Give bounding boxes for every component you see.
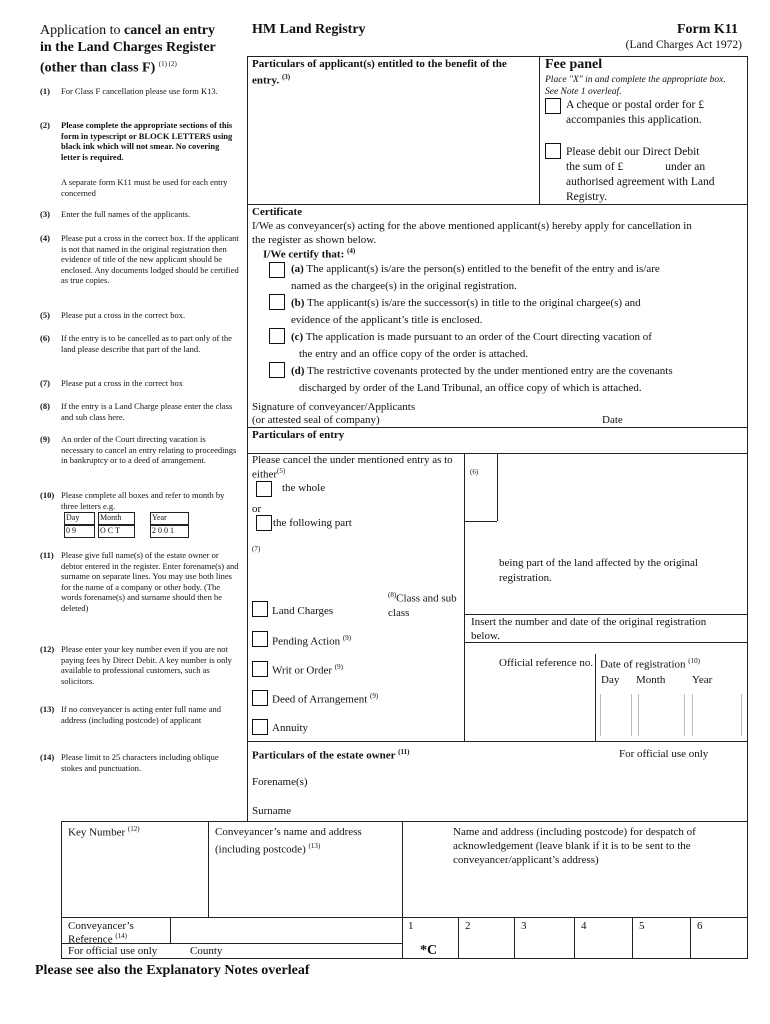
writ-order-checkbox[interactable] (252, 661, 268, 677)
box-num-3: 3 (521, 920, 527, 932)
certify-b-line1 (291, 297, 641, 309)
or-label: or (252, 503, 262, 515)
certificate-title: Certificate (252, 206, 303, 218)
title-bold: cancel an entry (124, 23, 215, 38)
estate-owner-title (252, 748, 409, 762)
reg-month-label: Month (636, 674, 666, 686)
whole-checkbox[interactable] (256, 481, 272, 497)
note-1 (40, 86, 240, 97)
note-num: (9) (40, 434, 50, 444)
certify-a-text: The applicant(s) is/are the person(s) entitled to the benefit of the entry and is/are (303, 263, 660, 275)
box-num-2: 2 (465, 920, 471, 932)
note-5 (40, 310, 240, 321)
day-cells (600, 694, 632, 736)
dispatch-label: Name and address (including postcode) for despatch of acknowledgement (leave blank if it is to be sent to the conveyancer/applicant’s address) (453, 826, 696, 866)
signature-sublabel: (or attested seal of company) (252, 414, 380, 426)
note-text: If the entry is to be cancelled as to part only of the land please describe that part of the land. (61, 333, 232, 354)
conv-ref-label2 (68, 932, 127, 946)
estate-official-use: For official use only (619, 748, 709, 760)
da-sup: (9) (370, 692, 379, 700)
certify-d-text: The restrictive covenants protected by the under mentioned entry are the covenants (304, 365, 673, 377)
conv-ref-field[interactable] (174, 920, 398, 940)
annuity-checkbox[interactable] (252, 719, 268, 735)
note-text: For Class F cancellation please use form K13. (61, 86, 218, 96)
applicant-sup: (3) (281, 73, 291, 81)
note-text: Please limit to 25 characters including oblique stokes and punctuation. (61, 752, 219, 773)
note-7 (40, 378, 240, 389)
certify-a-label: (a) (291, 263, 304, 275)
note-num: (13) (40, 704, 55, 714)
surname-label: Surname (252, 805, 292, 817)
fee-direct-debit-checkbox[interactable] (545, 143, 561, 159)
note-text: Please give full name(s) of the estate owner or debtor entered in the register. Enter forename(s) and surname on separate lines. You may use both lines for the name of a company or other body. (The words forename(s) and surname should then be deleted) (61, 550, 239, 613)
official-use-bottom: For official use only (68, 945, 158, 957)
class-sup: (8) (388, 591, 397, 599)
either-sup: (5) (277, 467, 286, 475)
note-num: (11) (40, 550, 54, 560)
example-month-value: O C T (98, 525, 135, 538)
note-text: An order of the Court directing vacation is necessary to cancel an entry relating to proceedings in bankruptcy or to a deed of arrangement. (61, 434, 237, 465)
fee-cheque-checkbox[interactable] (545, 98, 561, 114)
box-num-1: 1 (408, 920, 414, 932)
footer-note: Please see also the Explanatory Notes overleaf (35, 963, 310, 978)
box-num-6: 6 (697, 920, 703, 932)
note-num: (1) (40, 86, 50, 96)
reg-date-field[interactable] (600, 694, 742, 736)
conveyancer-field[interactable] (213, 856, 398, 914)
class-text: Class and sub class (388, 592, 457, 619)
official-ref-label: Official reference no. (499, 657, 594, 669)
example-day-value: 0 9 (64, 525, 95, 538)
entry-title: Particulars of entry (252, 429, 345, 441)
datereg-text: Date of registration (600, 658, 686, 671)
note-extra: A separate form K11 must be used for each entry concerned (61, 177, 228, 198)
certify-sup: (4) (347, 247, 356, 255)
note-text: If no conveyancer is acting enter full name and address (including postcode) of applicant (61, 704, 222, 725)
key-number-label (68, 825, 140, 839)
part-description-field[interactable] (500, 456, 744, 552)
annuity-label: Annuity (272, 722, 309, 734)
note-13 (40, 704, 240, 725)
pending-action-checkbox[interactable] (252, 631, 268, 647)
note-num: (2) (40, 120, 50, 130)
applicant-heading (252, 58, 536, 88)
conv-sup: (13) (308, 842, 321, 850)
certify-d-checkbox[interactable] (269, 362, 285, 378)
deed-arrangement-checkbox[interactable] (252, 690, 268, 706)
dd-line2a: the sum of £ (566, 161, 624, 173)
class-label (388, 588, 458, 620)
certify-d-line2: discharged by order of the Land Tribunal, an office copy of which is attached. (299, 382, 642, 394)
certify-b-checkbox[interactable] (269, 294, 285, 310)
reg-year-label: Year (692, 674, 713, 686)
act-reference: (Land Charges Act 1972) (625, 39, 742, 51)
note-num: (5) (40, 310, 50, 320)
certificate-intro: I/We as conveyancer(s) acting for the above mentioned applicant(s) hereby apply for cancellation in the register as shown below. (252, 220, 692, 246)
box-num-5: 5 (639, 920, 645, 932)
dispatch-field[interactable] (408, 870, 743, 914)
certify-text: I/We certify that: (263, 248, 345, 261)
note-num: (10) (40, 490, 55, 500)
entry-cancel-text: Please cancel the under mentioned entry as to (252, 454, 453, 466)
forenames-label: Forename(s) (252, 776, 308, 788)
part-label: the following part (273, 517, 352, 529)
note-text: Enter the full names of the applicants. (61, 209, 191, 219)
certify-c-text: The application is made pursuant to an order of the Court directing vacation of (303, 331, 652, 343)
certify-b-label: (b) (291, 297, 305, 309)
county-label: County (190, 945, 223, 957)
conv-text: Conveyancer’s name and address (including postcode) (215, 826, 362, 856)
key-sup: (12) (127, 825, 140, 833)
note-10 (40, 490, 240, 540)
code-mark: *C (420, 943, 438, 958)
pa-text: Pending Action (272, 635, 341, 648)
example-year-box: Year (150, 512, 189, 525)
title-line3: (other than class F) (40, 60, 156, 76)
note-text: Please put a cross in the correct box (61, 378, 184, 388)
date-label: Date (602, 414, 623, 426)
note-text: Please enter your key number even if you are not paying fees by Direct Debit. A key number is only available to professional customers, such as solicitors. (61, 644, 232, 686)
note-num: (8) (40, 401, 50, 411)
note-num: (3) (40, 209, 50, 219)
note-4 (40, 233, 240, 286)
certify-c-line2: the entry and an office copy of the order is attached. (299, 348, 529, 360)
example-month-box: Month (98, 512, 135, 525)
deed-arrangement-label (272, 692, 378, 706)
form-title (40, 22, 245, 77)
wo-text: Writ or Order (272, 664, 333, 677)
certify-d-label: (d) (291, 365, 305, 377)
month-cells (638, 694, 685, 736)
applicant-title: Particulars of applicant(s) entitled to the benefit of the entry. (252, 58, 507, 87)
either-text: either (252, 468, 278, 481)
note-num: (4) (40, 233, 50, 243)
certify-c-checkbox[interactable] (269, 328, 285, 344)
note-num: (12) (40, 644, 55, 654)
note-6-marker: (6) (470, 468, 479, 476)
writ-order-label (272, 663, 343, 677)
fee-panel-title: Fee panel (545, 57, 603, 72)
title-line2: in the Land Charges Register (40, 40, 216, 55)
note-text: If the entry is a Land Charge please enter the class and sub class here. (61, 401, 233, 422)
pa-sup: (9) (342, 634, 352, 642)
wo-sup: (9) (334, 663, 343, 671)
reg-day-label: Day (601, 674, 620, 686)
datereg-sup: (10) (688, 657, 700, 665)
fee-direct-debit-label (566, 145, 746, 205)
note-7-marker: (7) (252, 545, 261, 553)
certify-a-line2: named as the chargee(s) in the original registration. (291, 280, 517, 292)
certify-c-label: (c) (291, 331, 304, 343)
dd-line3: authorised agreement with Land Registry. (566, 176, 715, 203)
certify-d-line1 (291, 365, 673, 377)
date-reg-label (600, 657, 700, 671)
ref-text: Reference (68, 933, 113, 946)
certify-a-line1 (291, 263, 660, 275)
dd-line1: Please debit our Direct Debit (566, 146, 700, 158)
note-num: (6) (40, 333, 50, 343)
fee-cheque-label: A cheque or postal order for £ accompanies this application. (566, 99, 704, 126)
note-2 (40, 120, 240, 198)
note-8 (40, 401, 240, 422)
insert-number-text: Insert the number and date of the original registration below. (471, 616, 707, 642)
note-9 (40, 434, 240, 466)
box-num-4: 4 (581, 920, 587, 932)
note-text: Please complete the appropriate sections of this form in typescript or BLOCK LETTERS using black ink which will not smear. No covering letter is required. (61, 120, 233, 162)
title-prefix: Application to (40, 23, 124, 38)
key-text: Key Number (68, 826, 126, 839)
title-sup: (1) (2) (158, 60, 177, 68)
official-ref-field[interactable] (470, 675, 590, 737)
estate-sup: (11) (398, 748, 410, 756)
example-year-value: 2 0 0 1 (150, 525, 189, 538)
note-text: Please put a cross in the correct box. If the applicant is not that named in the original registration then evidence of title of the new applicant should be enclosed. Any documents lodged should be certified as true copies. (61, 233, 239, 285)
form-number: Form K11 (676, 22, 738, 37)
entry-either (252, 467, 285, 481)
certify-heading (263, 247, 355, 261)
note-text: Please put a cross in the correct box. (61, 310, 186, 320)
da-text: Deed of Arrangement (272, 693, 368, 706)
certify-a-checkbox[interactable] (269, 262, 285, 278)
certify-b-line2: evidence of the applicant’s title is enclosed. (291, 314, 483, 326)
certify-b-text: The applicant(s) is/are the successor(s) in title to the original chargee(s) and (304, 297, 641, 309)
land-charges-checkbox[interactable] (252, 601, 268, 617)
conv-ref-label1: Conveyancer’s (68, 920, 134, 932)
applicant-names-field[interactable] (250, 90, 536, 200)
note-3 (40, 209, 240, 220)
example-day-box: Day (64, 512, 95, 525)
note-num: (14) (40, 752, 55, 762)
whole-label: the whole (282, 482, 326, 494)
key-number-field[interactable] (66, 842, 204, 912)
registry-name: HM Land Registry (252, 22, 366, 37)
surname-field[interactable] (310, 801, 610, 819)
part-checkbox[interactable] (256, 515, 272, 531)
year-cells (692, 694, 742, 736)
dd-line2b: under an (665, 161, 706, 173)
estate-text: Particulars of the estate owner (252, 749, 396, 762)
certify-c-line1 (291, 331, 652, 343)
note-text: Please complete all boxes and refer to month by three letters e.g. (61, 490, 225, 511)
forenames-field[interactable] (330, 772, 610, 790)
land-charges-label: Land Charges (272, 605, 334, 617)
note-14 (40, 752, 240, 773)
note-12 (40, 644, 240, 686)
signature-label: Signature of conveyancer/Applicants (252, 401, 416, 413)
note-11 (40, 550, 240, 613)
conveyancer-label (215, 825, 400, 857)
fee-instructions: Place "X" in and complete the appropriate box. See Note 1 overleaf. (545, 75, 726, 97)
being-part-text: being part of the land affected by the original registration. (499, 557, 698, 584)
note-6 (40, 333, 240, 354)
pending-action-label (272, 634, 351, 648)
ref-sup: (14) (115, 932, 127, 940)
note-num: (7) (40, 378, 50, 388)
class-field[interactable] (389, 620, 459, 668)
